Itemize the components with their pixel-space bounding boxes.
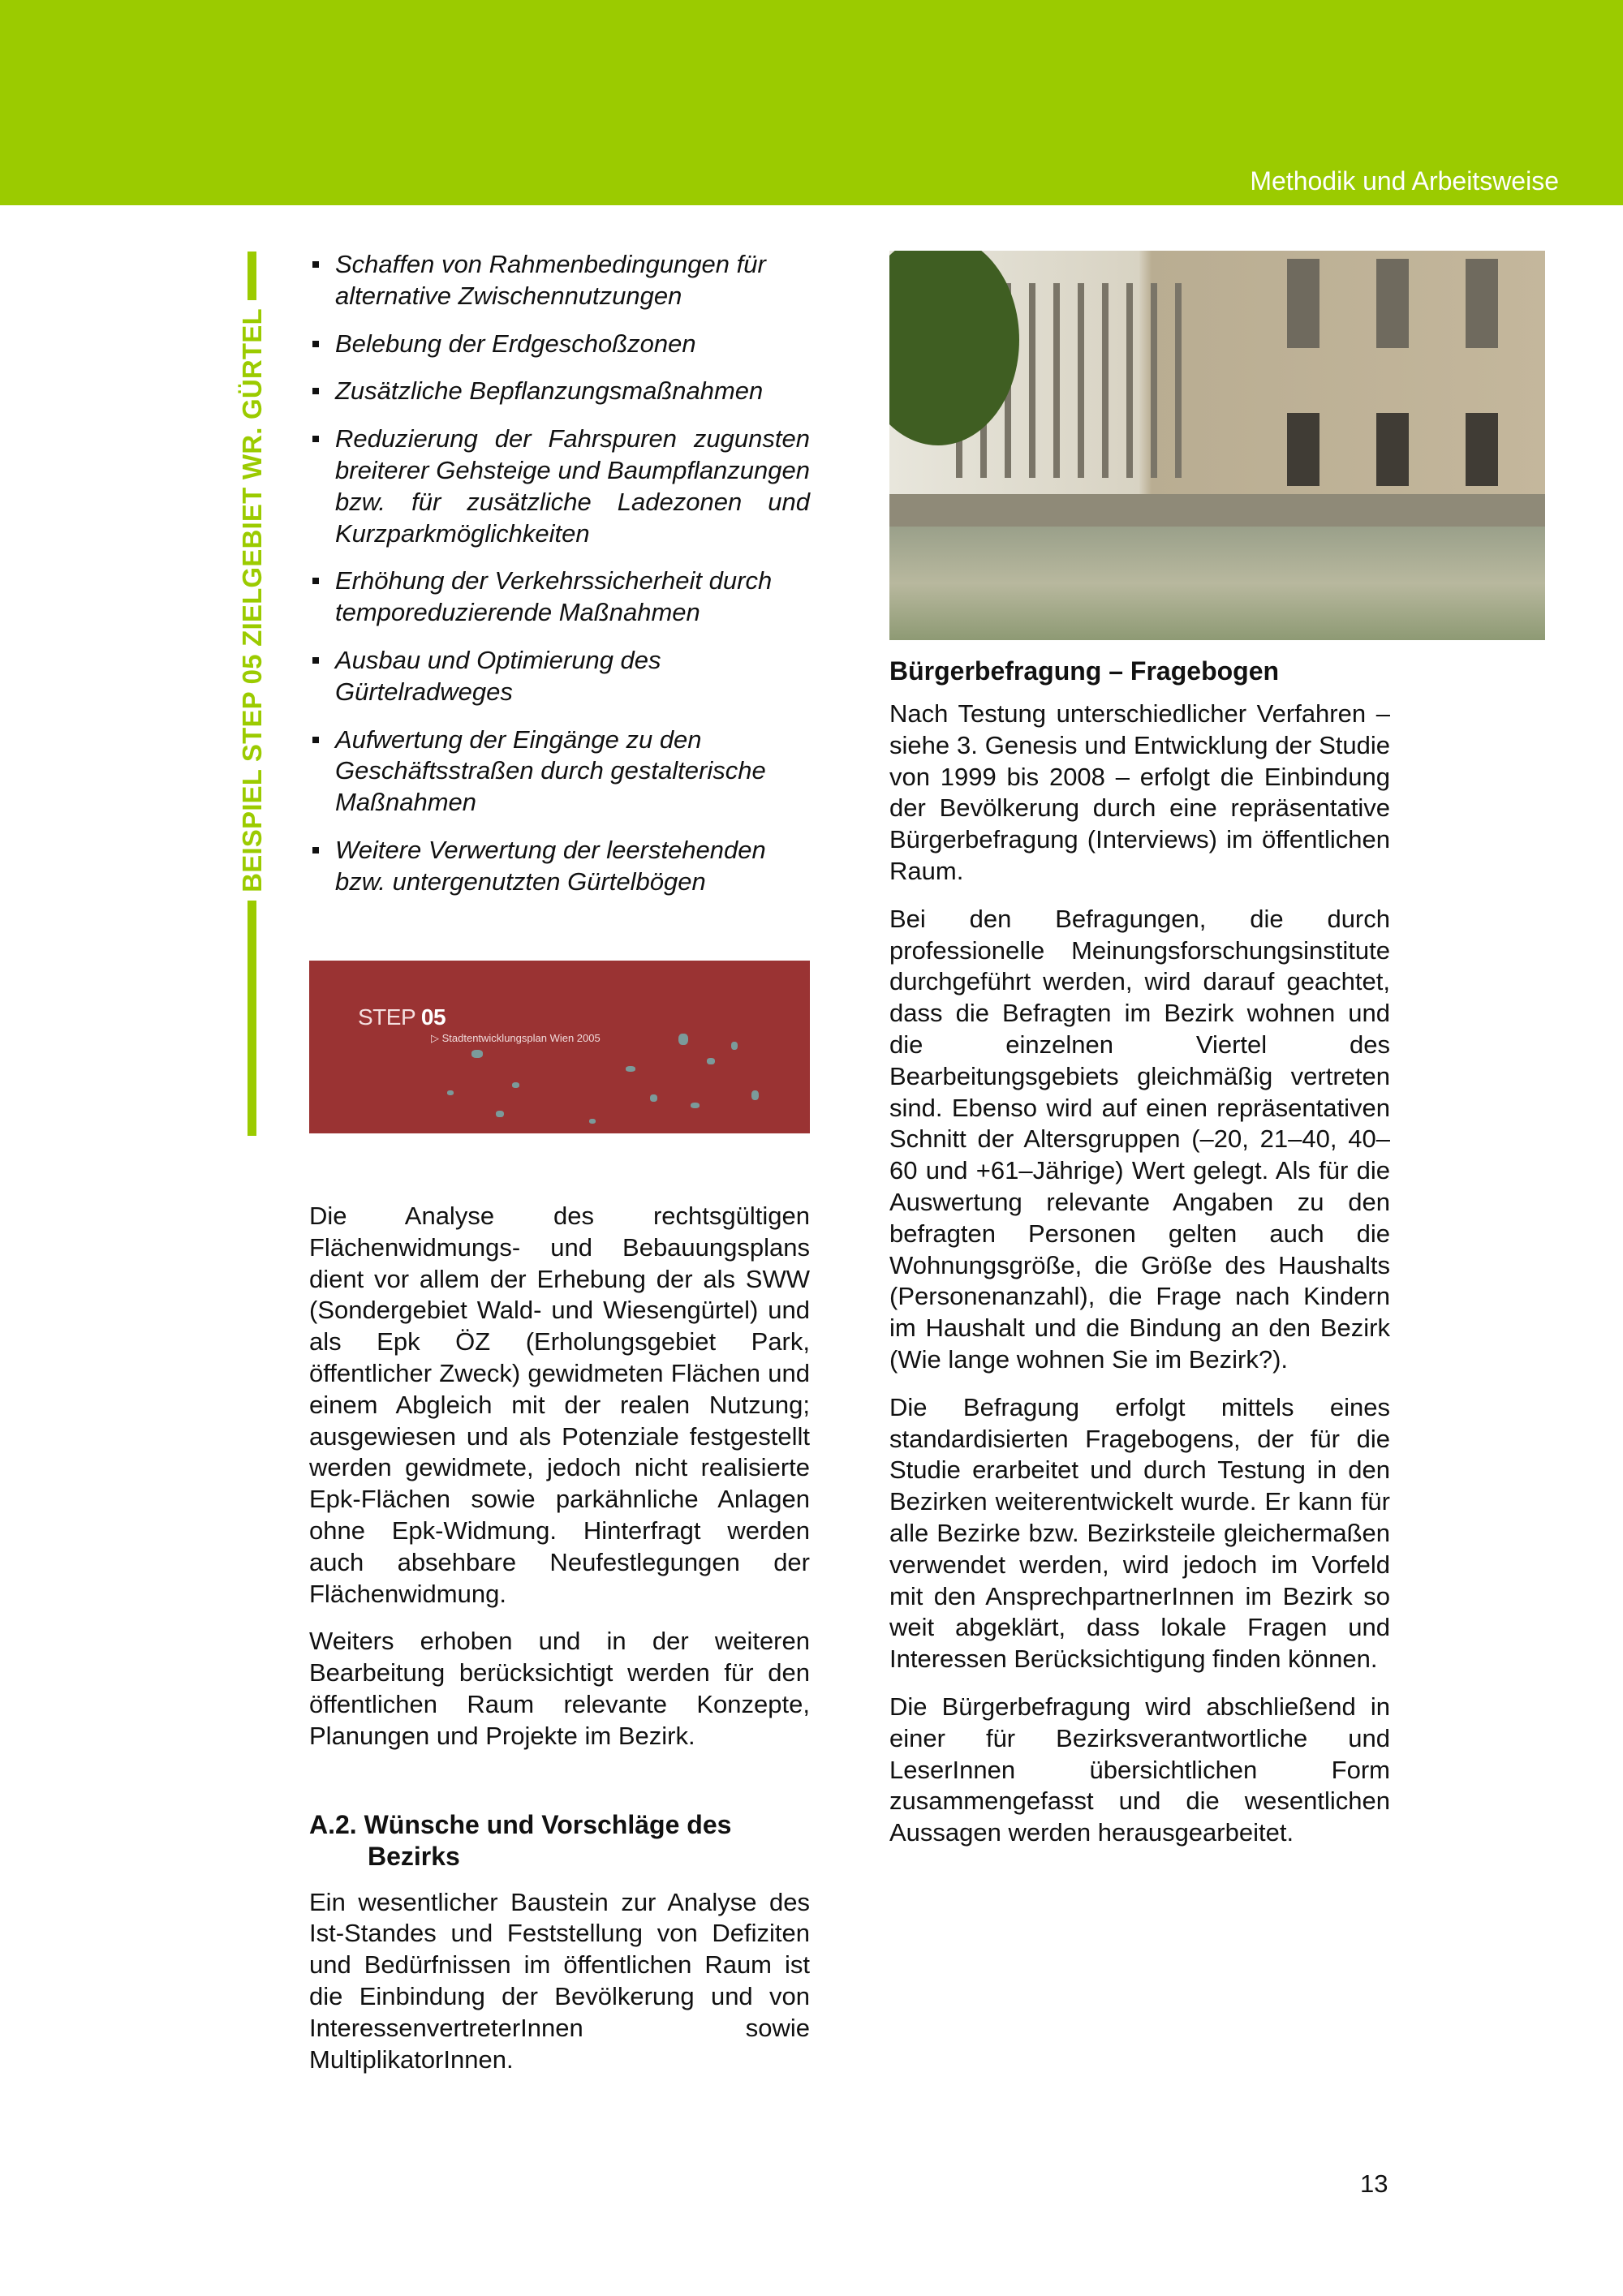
map-patch <box>751 1090 759 1100</box>
paragraph: Bei den Befragungen, die durch professionelle Meinungsforschungsinstitute durchgeführt werden, wird darauf geachtet, dass die Befragten im Bezirk wohnen und die einzelnen Viertel des Bearbeitungsgebiets gleichmäßig vertreten sind. Ebenso wird auf einen repräsentativen Schnitt der Altersgruppen (–20, 21–40, 40–60 und +61–Jährige) Wert gelegt. Als für die Auswertung relevante Angaben zu den befragten Personen gelten auch die Wohnungsgröße, die Größe des Haushalts (Personenanzahl), die Frage nach Kindern im Haushalt und die Bindung an den Bezirk (Wie lange wohnen Sie im Bezirk?). <box>889 904 1390 1374</box>
page-number: 13 <box>1360 2169 1388 2198</box>
list-item: Schaffen von Rahmenbedingungen für alternative Zwischennutzungen <box>309 249 810 312</box>
section-heading-text: Wünsche und Vorschläge des Bezirks <box>364 1809 732 1871</box>
sidebar-bar-top <box>248 252 256 300</box>
bullet-list-column <box>309 249 810 914</box>
list-item: Weitere Verwertung der leerstehenden bzw. untergenutzten Gürtelbögen <box>309 835 810 898</box>
left-body-text <box>309 1201 810 2092</box>
step-logo <box>358 1004 446 1030</box>
pool-edge <box>889 494 1545 527</box>
map-patch <box>650 1094 657 1102</box>
list-item: Ausbau und Optimierung des Gürtelradweges <box>309 645 810 708</box>
measures-list <box>309 249 810 898</box>
paragraph: Weiters erhoben und in der weiteren Bearbeitung berücksichtigt werden für den öffentlichen Raum relevante Konzepte, Planungen und Projekte im Bezirk. <box>309 1627 810 1750</box>
map-patch <box>447 1090 454 1095</box>
windows-upper <box>1230 259 1539 348</box>
sidebar-label: BEISPIEL STEP 05 ZIELGEBIET WR. GÜRTEL <box>237 308 267 892</box>
section-title: Methodik und Arbeitsweise <box>1250 166 1559 196</box>
step-subtitle: ▷ Stadtentwicklungsplan Wien 2005 <box>431 1032 601 1044</box>
list-item: Belebung der Erdgeschoßzonen <box>309 329 810 360</box>
map-patch <box>512 1082 519 1088</box>
section-number: A.2. <box>309 1809 357 1839</box>
list-item: Aufwertung der Eingänge zu den Geschäftsstraßen durch gestalterische Maßnahmen <box>309 724 810 819</box>
map-patch <box>731 1042 738 1050</box>
map-patch <box>626 1066 635 1072</box>
paragraph: Die Befragung erfolgt mittels eines standardisierten Fragebogens, der für die Studie erarbeitet und durch Testung in den Bezirken weiterentwickelt wurde. Er kann für alle Bezirke bzw. Bezirksteile gleichermaßen verwendet werden, wird jedoch im Vorfeld mit den AnsprechpartnerInnen im Bezirk so weit abgeklärt, dass lokale Fragen und Interessen Berücksichtigung finden können. <box>889 1392 1390 1674</box>
list-item: Erhöhung der Verkehrssicherheit durch temporeduzierende Maßnahmen <box>309 565 810 629</box>
step-word: STEP <box>358 1004 415 1030</box>
paragraph: Nach Testung unterschiedlicher Verfahren – siehe 3. Genesis und Entwicklung der Studie von 1999 bis 2008 – erfolgt die Einbindung der Bevölkerung durch eine repräsentative Bürgerbefragung (Interviews) im öffentlichen Raum. <box>889 699 1390 885</box>
street-photo <box>889 251 1545 640</box>
list-item: Zusätzliche Bepflanzungsmaßnahmen <box>309 376 810 407</box>
map-patch <box>496 1111 504 1117</box>
paragraph: Die Analyse des rechtsgültigen Flächenwidmungs- und Bebauungsplans dient vor allem der Erhebung der als SWW (Sondergebiet Wald- und Wiesengürtel) und als Epk ÖZ (Erholungsgebiet Park, öffentlicher Zweck) gewidmeten Flächen und einem Abgleich mit der realen Nutzung; ausgewiesen und als Potenziale festgestellt werden gewidmete, jedoch nicht realisierte Epk-Flächen sowie parkähnliche Anlagen ohne Epk-Widmung. Hinterfragt werden auch absehbare Neufestlegungen der Flächenwidmung. <box>309 1202 810 1608</box>
paragraph: Ein wesentlicher Baustein zur Analyse des Ist-Standes und Feststellung von Defiziten und Bedürfnissen im öffentlichen Raum ist die Einbindung der Bevölkerung und von InteressenvertreterInnen sowie MultiplikatorInnen. <box>309 1887 810 2074</box>
list-item: Reduzierung der Fahrspuren zugunsten breiterer Gehsteige und Baumpflanzungen bzw. für zusätzliche Ladezonen und Kurzparkmöglichkeiten <box>309 424 810 549</box>
map-patch <box>691 1103 700 1108</box>
header-band <box>0 0 1623 205</box>
map-patch <box>678 1034 688 1045</box>
right-body-text <box>889 656 1390 1865</box>
step05-cover-image <box>309 961 810 1133</box>
paragraph: Die Bürgerbefragung wird abschließend in einer für Bezirksverantwortliche und LeserInnen übersichtlichen Form zusammengefasst und die wesentlichen Aussagen werden herausgearbeitet. <box>889 1692 1390 1847</box>
survey-heading: Bürgerbefragung – Fragebogen <box>889 656 1280 686</box>
windows-lower <box>1230 413 1539 486</box>
map-patch <box>471 1050 483 1058</box>
section-heading <box>309 1809 810 1872</box>
water-reflection <box>889 527 1545 640</box>
map-patch <box>707 1058 715 1064</box>
sidebar-bar-bottom <box>248 901 256 1136</box>
map-patch <box>589 1119 596 1124</box>
step-number: 05 <box>420 1004 446 1030</box>
